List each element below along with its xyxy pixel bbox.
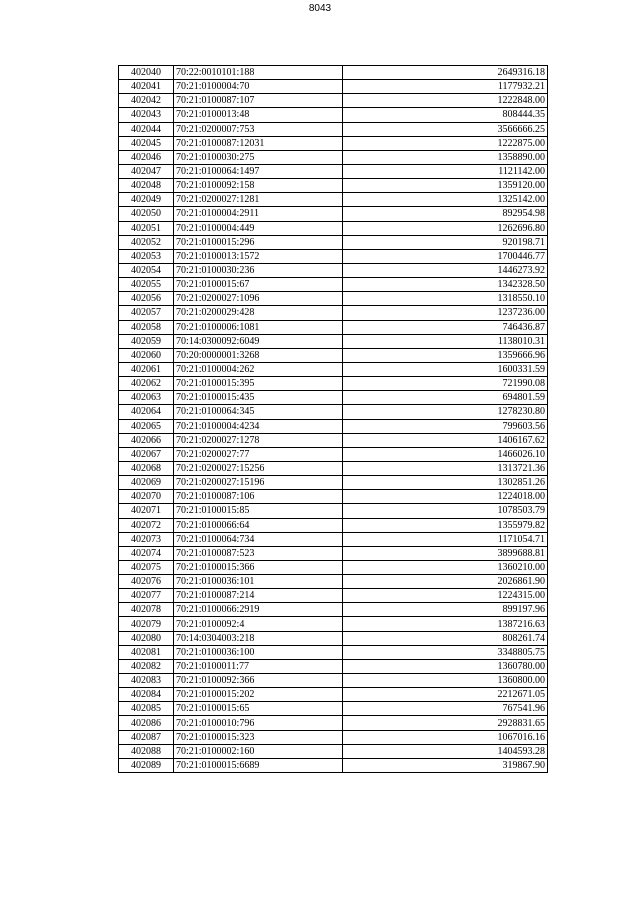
table-row xyxy=(119,164,548,178)
cadastral-number-cell: 70:21:0200007:753 xyxy=(174,122,343,136)
row-number-cell: 402042 xyxy=(119,94,174,108)
value-cell: 746436.87 xyxy=(343,320,548,334)
cadastral-number-cell: 70:20:0000001:3268 xyxy=(174,348,343,362)
cadastral-number-cell: 70:21:0100036:101 xyxy=(174,575,343,589)
table-row xyxy=(119,645,548,659)
value-cell: 899197.96 xyxy=(343,603,548,617)
cadastral-number-cell: 70:21:0100015:85 xyxy=(174,504,343,518)
value-cell: 1318550.10 xyxy=(343,292,548,306)
cadastral-number-cell: 70:21:0100036:100 xyxy=(174,645,343,659)
table-row xyxy=(119,589,548,603)
data-table xyxy=(118,65,548,773)
row-number-cell: 402043 xyxy=(119,108,174,122)
cadastral-number-cell: 70:21:0100030:275 xyxy=(174,150,343,164)
table-row xyxy=(119,461,548,475)
table-row xyxy=(119,193,548,207)
row-number-cell: 402064 xyxy=(119,405,174,419)
value-cell: 1224018.00 xyxy=(343,490,548,504)
value-cell: 3348805.75 xyxy=(343,645,548,659)
table-row xyxy=(119,207,548,221)
table-row xyxy=(119,150,548,164)
cadastral-number-cell: 70:21:0100015:202 xyxy=(174,688,343,702)
table-row xyxy=(119,136,548,150)
table-row xyxy=(119,744,548,758)
table-row xyxy=(119,80,548,94)
cadastral-number-cell: 70:14:0304003:218 xyxy=(174,631,343,645)
row-number-cell: 402086 xyxy=(119,716,174,730)
row-number-cell: 402060 xyxy=(119,348,174,362)
row-number-cell: 402047 xyxy=(119,164,174,178)
row-number-cell: 402062 xyxy=(119,377,174,391)
cadastral-number-cell: 70:21:0100087:214 xyxy=(174,589,343,603)
row-number-cell: 402051 xyxy=(119,221,174,235)
value-cell: 2212671.05 xyxy=(343,688,548,702)
table-row xyxy=(119,292,548,306)
value-cell: 1358890.00 xyxy=(343,150,548,164)
table-row xyxy=(119,617,548,631)
cadastral-number-cell: 70:21:0100087:12031 xyxy=(174,136,343,150)
value-cell: 1387216.63 xyxy=(343,617,548,631)
table-row xyxy=(119,546,548,560)
value-cell: 3566666.25 xyxy=(343,122,548,136)
value-cell: 2649316.18 xyxy=(343,66,548,80)
cadastral-number-cell: 70:22:0010101:188 xyxy=(174,66,343,80)
table-row xyxy=(119,278,548,292)
row-number-cell: 402054 xyxy=(119,263,174,277)
value-cell: 1446273.92 xyxy=(343,263,548,277)
table-row xyxy=(119,179,548,193)
value-cell: 920198.71 xyxy=(343,235,548,249)
value-cell: 1360780.00 xyxy=(343,659,548,673)
table-row xyxy=(119,476,548,490)
table-row xyxy=(119,447,548,461)
value-cell: 1222848.00 xyxy=(343,94,548,108)
cadastral-number-cell: 70:21:0200027:1096 xyxy=(174,292,343,306)
cadastral-number-cell: 70:21:0100087:107 xyxy=(174,94,343,108)
value-cell: 319867.90 xyxy=(343,758,548,772)
row-number-cell: 402065 xyxy=(119,419,174,433)
value-cell: 1302851.26 xyxy=(343,476,548,490)
value-cell: 1171054.71 xyxy=(343,532,548,546)
table-row xyxy=(119,419,548,433)
table-row xyxy=(119,716,548,730)
table-row xyxy=(119,221,548,235)
value-cell: 1325142.00 xyxy=(343,193,548,207)
row-number-cell: 402074 xyxy=(119,546,174,560)
row-number-cell: 402059 xyxy=(119,334,174,348)
table-row xyxy=(119,263,548,277)
table-row xyxy=(119,631,548,645)
value-cell: 2928831.65 xyxy=(343,716,548,730)
cadastral-number-cell: 70:21:0100006:1081 xyxy=(174,320,343,334)
row-number-cell: 402087 xyxy=(119,730,174,744)
row-number-cell: 402077 xyxy=(119,589,174,603)
value-cell: 1262696.80 xyxy=(343,221,548,235)
cadastral-number-cell: 70:21:0100064:345 xyxy=(174,405,343,419)
cadastral-number-cell: 70:21:0100015:395 xyxy=(174,377,343,391)
table-row xyxy=(119,94,548,108)
table-body xyxy=(119,66,548,773)
cadastral-number-cell: 70:21:0100015:6689 xyxy=(174,758,343,772)
value-cell: 3899688.81 xyxy=(343,546,548,560)
value-cell: 767541.96 xyxy=(343,702,548,716)
row-number-cell: 402089 xyxy=(119,758,174,772)
cadastral-number-cell: 70:21:0100015:366 xyxy=(174,560,343,574)
cadastral-number-cell: 70:21:0100004:449 xyxy=(174,221,343,235)
value-cell: 1406167.62 xyxy=(343,433,548,447)
table-row xyxy=(119,730,548,744)
row-number-cell: 402068 xyxy=(119,461,174,475)
row-number-cell: 402053 xyxy=(119,249,174,263)
row-number-cell: 402045 xyxy=(119,136,174,150)
cadastral-number-cell: 70:21:0100011:77 xyxy=(174,659,343,673)
row-number-cell: 402081 xyxy=(119,645,174,659)
cadastral-number-cell: 70:21:0100092:4 xyxy=(174,617,343,631)
table-row xyxy=(119,306,548,320)
value-cell: 1360210.00 xyxy=(343,560,548,574)
value-cell: 1224315.00 xyxy=(343,589,548,603)
value-cell: 1600331.59 xyxy=(343,362,548,376)
table-row xyxy=(119,504,548,518)
value-cell: 1121142.00 xyxy=(343,164,548,178)
row-number-cell: 402078 xyxy=(119,603,174,617)
row-number-cell: 402071 xyxy=(119,504,174,518)
row-number-cell: 402057 xyxy=(119,306,174,320)
row-number-cell: 402075 xyxy=(119,560,174,574)
cadastral-number-cell: 70:21:0100002:160 xyxy=(174,744,343,758)
row-number-cell: 402061 xyxy=(119,362,174,376)
row-number-cell: 402072 xyxy=(119,518,174,532)
value-cell: 1278230.80 xyxy=(343,405,548,419)
row-number-cell: 402066 xyxy=(119,433,174,447)
cadastral-number-cell: 70:21:0100064:734 xyxy=(174,532,343,546)
cadastral-number-cell: 70:21:0200027:1278 xyxy=(174,433,343,447)
value-cell: 1222875.00 xyxy=(343,136,548,150)
row-number-cell: 402046 xyxy=(119,150,174,164)
table-row xyxy=(119,249,548,263)
table-row xyxy=(119,433,548,447)
cadastral-number-cell: 70:21:0100087:106 xyxy=(174,490,343,504)
row-number-cell: 402070 xyxy=(119,490,174,504)
value-cell: 1138010.31 xyxy=(343,334,548,348)
table-row xyxy=(119,575,548,589)
value-cell: 1700446.77 xyxy=(343,249,548,263)
row-number-cell: 402083 xyxy=(119,674,174,688)
cadastral-number-cell: 70:21:0100015:67 xyxy=(174,278,343,292)
value-cell: 1360800.00 xyxy=(343,674,548,688)
value-cell: 892954.98 xyxy=(343,207,548,221)
value-cell: 1404593.28 xyxy=(343,744,548,758)
table-row xyxy=(119,391,548,405)
value-cell: 808261.74 xyxy=(343,631,548,645)
table-row xyxy=(119,377,548,391)
cadastral-number-cell: 70:21:0200027:15196 xyxy=(174,476,343,490)
value-cell: 694801.59 xyxy=(343,391,548,405)
table-row xyxy=(119,122,548,136)
value-cell: 1359666.96 xyxy=(343,348,548,362)
cadastral-number-cell: 70:21:0100004:4234 xyxy=(174,419,343,433)
cadastral-number-cell: 70:21:0100004:2911 xyxy=(174,207,343,221)
row-number-cell: 402082 xyxy=(119,659,174,673)
cadastral-number-cell: 70:21:0100030:236 xyxy=(174,263,343,277)
row-number-cell: 402044 xyxy=(119,122,174,136)
cadastral-number-cell: 70:21:0100015:65 xyxy=(174,702,343,716)
cadastral-number-cell: 70:14:0300092:6049 xyxy=(174,334,343,348)
cadastral-number-cell: 70:21:0100064:1497 xyxy=(174,164,343,178)
cadastral-number-cell: 70:21:0100066:64 xyxy=(174,518,343,532)
cadastral-number-cell: 70:21:0100015:323 xyxy=(174,730,343,744)
table-row xyxy=(119,348,548,362)
row-number-cell: 402080 xyxy=(119,631,174,645)
cadastral-number-cell: 70:21:0100010:796 xyxy=(174,716,343,730)
row-number-cell: 402055 xyxy=(119,278,174,292)
row-number-cell: 402067 xyxy=(119,447,174,461)
cadastral-number-cell: 70:21:0200027:77 xyxy=(174,447,343,461)
table-row xyxy=(119,490,548,504)
table-row xyxy=(119,702,548,716)
table-row xyxy=(119,405,548,419)
table-row xyxy=(119,108,548,122)
cadastral-number-cell: 70:21:0100015:435 xyxy=(174,391,343,405)
table-row xyxy=(119,235,548,249)
value-cell: 1067016.16 xyxy=(343,730,548,744)
row-number-cell: 402052 xyxy=(119,235,174,249)
value-cell: 1078503.79 xyxy=(343,504,548,518)
row-number-cell: 402049 xyxy=(119,193,174,207)
row-number-cell: 402069 xyxy=(119,476,174,490)
value-cell: 1355979.82 xyxy=(343,518,548,532)
value-cell: 808444.35 xyxy=(343,108,548,122)
value-cell: 1359120.00 xyxy=(343,179,548,193)
cadastral-number-cell: 70:21:0100013:1572 xyxy=(174,249,343,263)
value-cell: 721990.08 xyxy=(343,377,548,391)
row-number-cell: 402041 xyxy=(119,80,174,94)
row-number-cell: 402073 xyxy=(119,532,174,546)
cadastral-number-cell: 70:21:0200029:428 xyxy=(174,306,343,320)
row-number-cell: 402079 xyxy=(119,617,174,631)
value-cell: 1313721.36 xyxy=(343,461,548,475)
row-number-cell: 402048 xyxy=(119,179,174,193)
row-number-cell: 402056 xyxy=(119,292,174,306)
cadastral-number-cell: 70:21:0100004:70 xyxy=(174,80,343,94)
table-row xyxy=(119,532,548,546)
table-row xyxy=(119,334,548,348)
table-row xyxy=(119,688,548,702)
value-cell: 1237236.00 xyxy=(343,306,548,320)
cadastral-number-cell: 70:21:0200027:1281 xyxy=(174,193,343,207)
table-row xyxy=(119,674,548,688)
cadastral-number-cell: 70:21:0100066:2919 xyxy=(174,603,343,617)
cadastral-number-cell: 70:21:0100015:296 xyxy=(174,235,343,249)
table-row xyxy=(119,66,548,80)
value-cell: 1466026.10 xyxy=(343,447,548,461)
row-number-cell: 402063 xyxy=(119,391,174,405)
table-row xyxy=(119,362,548,376)
cadastral-number-cell: 70:21:0100087:523 xyxy=(174,546,343,560)
value-cell: 2026861.90 xyxy=(343,575,548,589)
cadastral-number-cell: 70:21:0100092:366 xyxy=(174,674,343,688)
row-number-cell: 402058 xyxy=(119,320,174,334)
table-row xyxy=(119,320,548,334)
row-number-cell: 402085 xyxy=(119,702,174,716)
cadastral-number-cell: 70:21:0100004:262 xyxy=(174,362,343,376)
table-row xyxy=(119,758,548,772)
cadastral-number-cell: 70:21:0200027:15256 xyxy=(174,461,343,475)
value-cell: 799603.56 xyxy=(343,419,548,433)
table-row xyxy=(119,560,548,574)
row-number-cell: 402050 xyxy=(119,207,174,221)
value-cell: 1342328.50 xyxy=(343,278,548,292)
row-number-cell: 402076 xyxy=(119,575,174,589)
table-row xyxy=(119,659,548,673)
page-number: 8043 xyxy=(308,3,332,14)
row-number-cell: 402040 xyxy=(119,66,174,80)
value-cell: 1177932.21 xyxy=(343,80,548,94)
cadastral-number-cell: 70:21:0100092:158 xyxy=(174,179,343,193)
row-number-cell: 402088 xyxy=(119,744,174,758)
table-row xyxy=(119,518,548,532)
row-number-cell: 402084 xyxy=(119,688,174,702)
cadastral-number-cell: 70:21:0100013:48 xyxy=(174,108,343,122)
table-row xyxy=(119,603,548,617)
